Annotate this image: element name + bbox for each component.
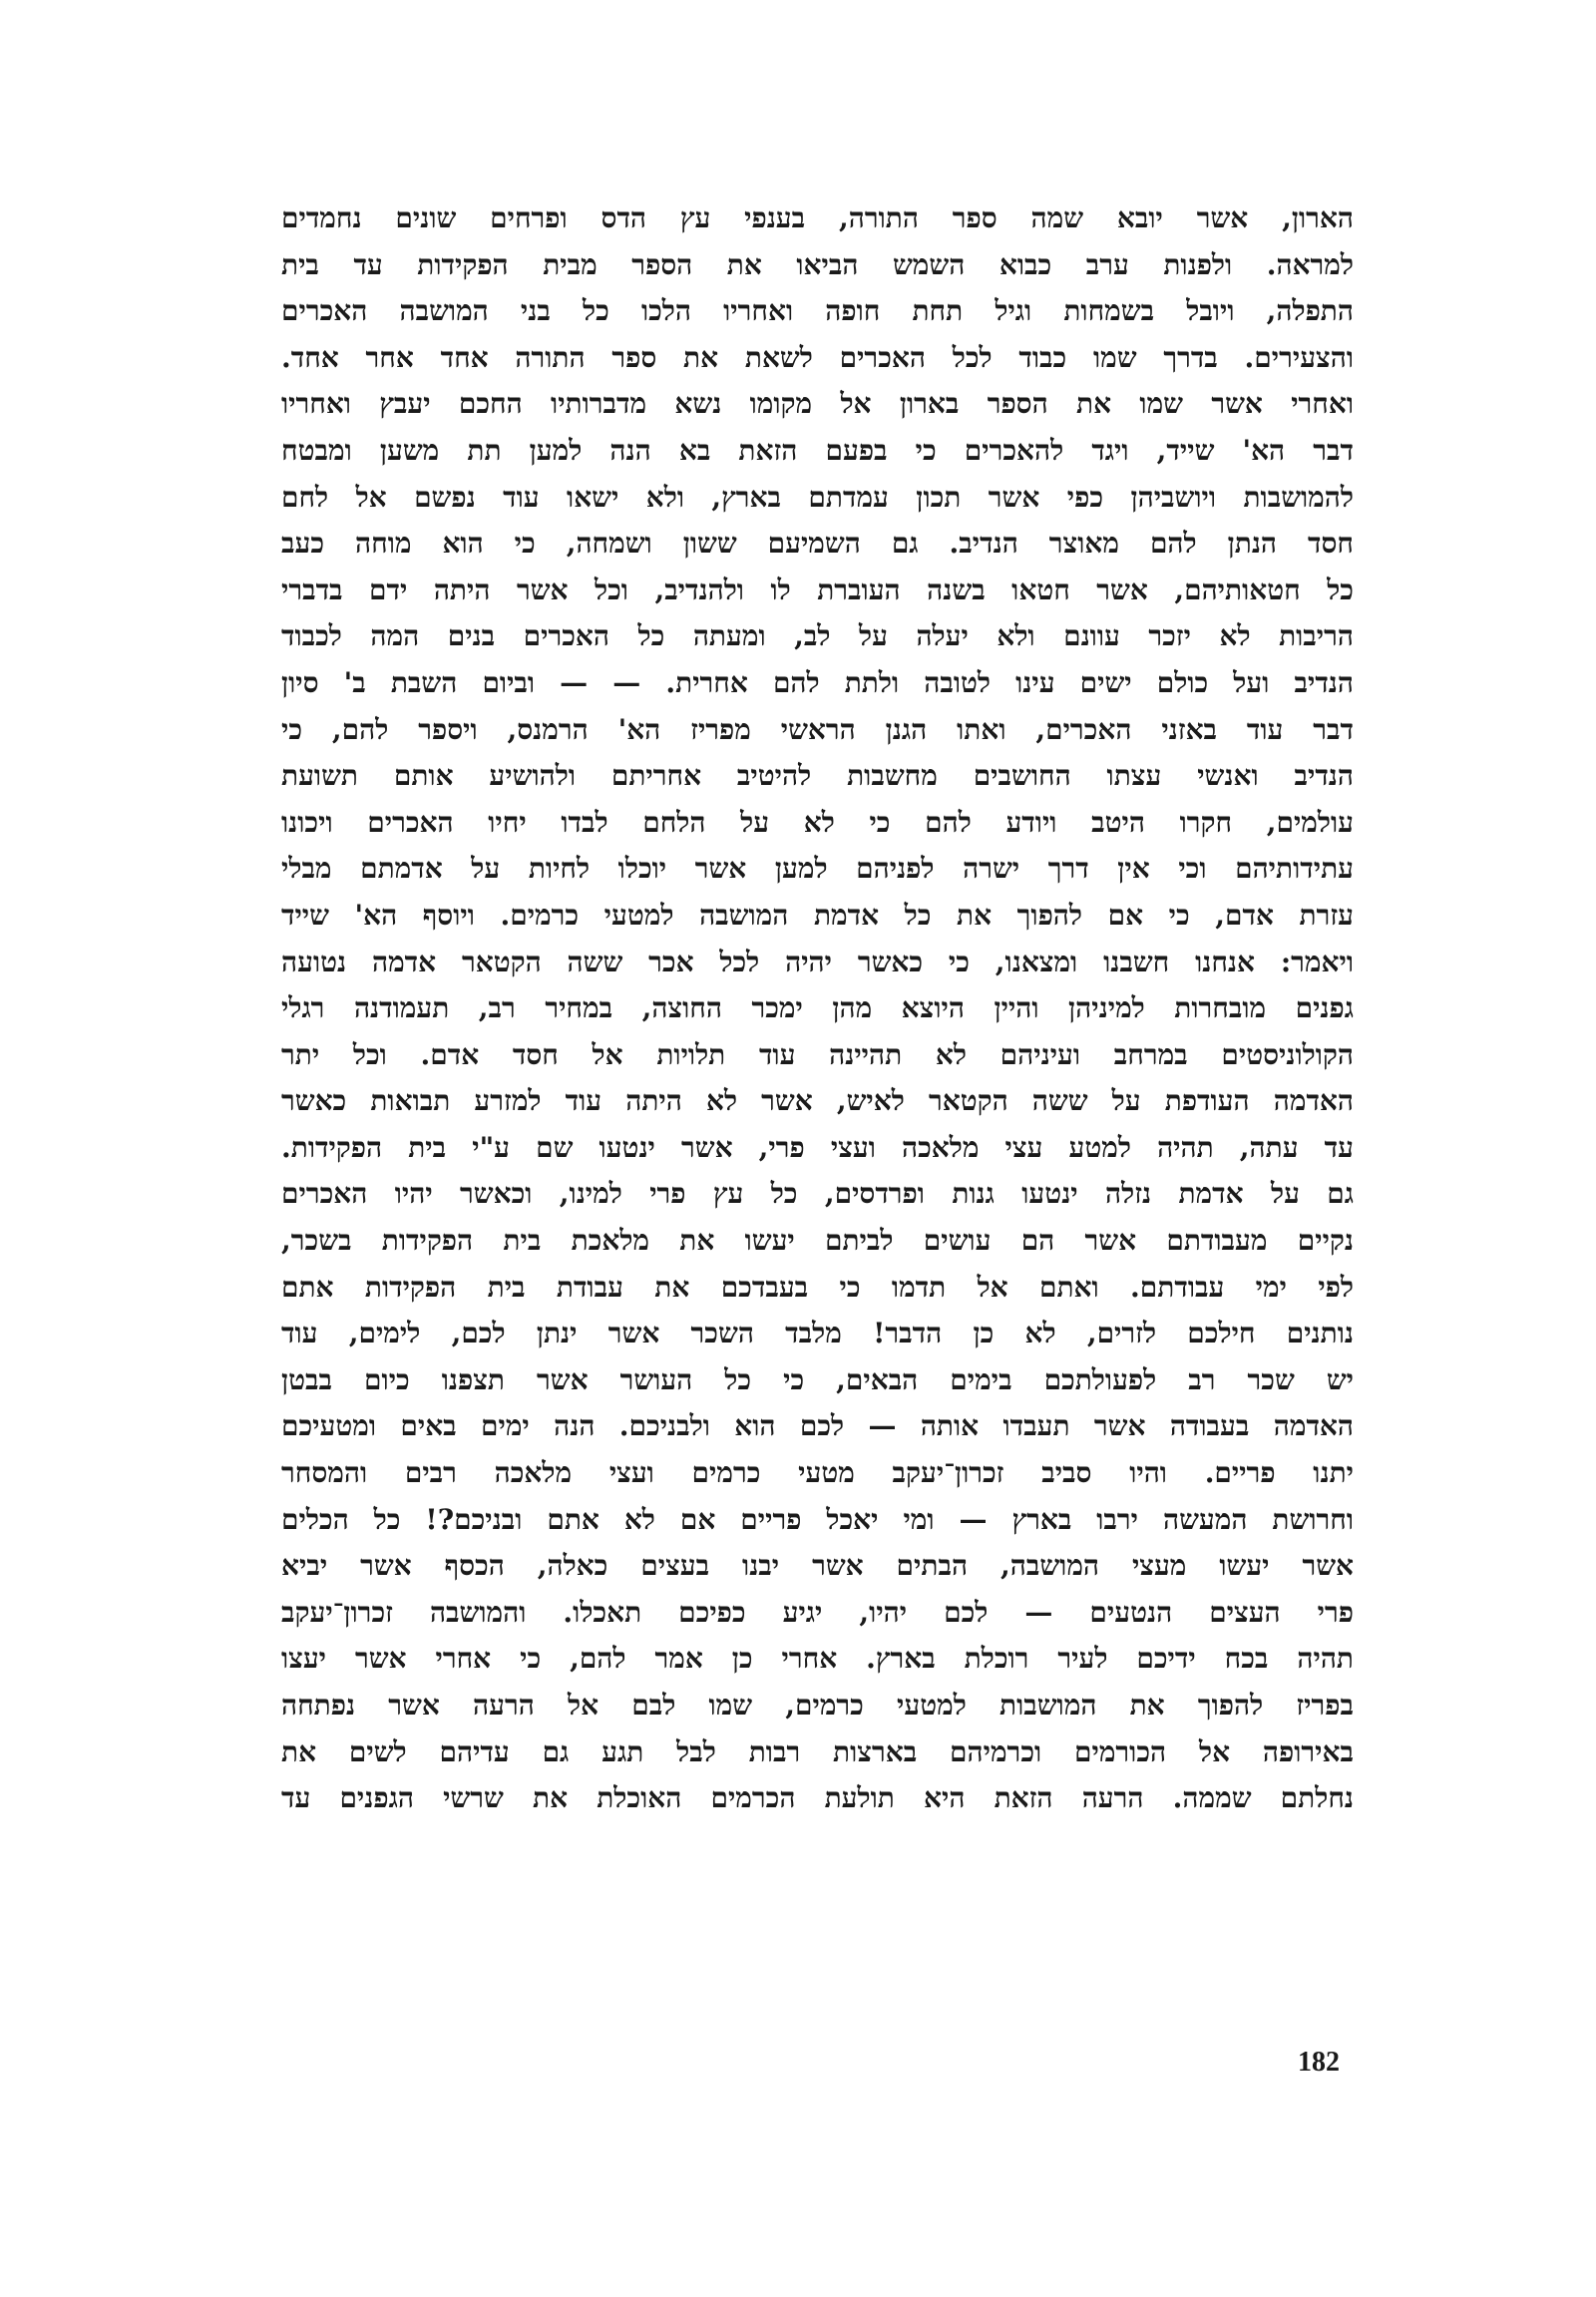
text-line: גפנים מובחרות למיניהן והיין היוצא מהן ימכר החוצה, במחיר רב, תעמודנה רגלי: [281, 991, 1354, 1025]
text-line: דבר עוד באזני האכרים, ואתו הגנן הראשי מפריז הא' הרמנס, ויספר להם, כי: [281, 712, 1354, 746]
text-line: כל חטאותיהם, אשר חטאו בשנה העוברת לו ולהנדיב, וכל אשר היתה ידם בדברי: [281, 573, 1354, 606]
text-line: והצעירים. בדרך שמו כבוד לכל האכרים לשאת את ספר התורה אחד אחר אחד.: [281, 340, 1354, 374]
text-line: פרי העצים הנטעים — לכם יהיו, יגיע כפיכם תאכלו. והמושבה זכרון־יעקב: [281, 1595, 1354, 1629]
body-text: [281, 195, 1354, 1822]
text-line: יתנו פריים. והיו סביב זכרון־יעקב מטעי כרמים ועצי מלאכה רבים והמסחר: [281, 1456, 1354, 1490]
text-line: לפי ימי עבודתם. ואתם אל תדמו כי בעבדכם את עבודת בית הפקידות אתם: [281, 1270, 1354, 1304]
text-line: יש שכר רב לפעולתכם בימים הבאים, כי כל העושר אשר תצפנו כיום בבטן: [281, 1362, 1354, 1396]
text-line: עד עתה, תהיה למטע עצי מלאכה ועצי פרי, אשר ינטעו שם ע"י בית הפקידות.: [281, 1130, 1354, 1164]
text-line: באירופה אל הכורמים וכרמיהם בארצות רבות לבל תגע גם עדיהם לשים את: [281, 1734, 1354, 1768]
text-line: הנדיב ואנשי עצתו החושבים מחשבות להיטיב אחריתם ולהושיע אותם תשועת: [281, 759, 1354, 793]
text-line: נותנים חילכם לזרים, לא כן הדבר! מלבד השכר אשר ינתן לכם, לימים, עוד: [281, 1317, 1354, 1350]
text-line: עולמים, חקרו היטב ויודע להם כי לא על הלחם לבדו יחיו האכרים ויכונו: [281, 805, 1354, 839]
text-line: חסד הנתן להם מאוצר הנדיב. גם השמיעם ששון ושמחה, כי הוא מוחה כעב: [281, 527, 1354, 561]
text-line: גם על אדמת נזלה ינטעו גנות ופרדסים, כל עץ פרי למינו, וכאשר יהיו האכרים: [281, 1177, 1354, 1211]
text-line: אשר יעשו מעצי המושבה, הבתים אשר יבנו בעצים כאלה, הכסף אשר יביא: [281, 1549, 1354, 1583]
text-line: ויאמר: אנחנו חשבנו ומצאנו, כי כאשר יהיה לכל אכר ששה הקטאר אדמה נטועה: [281, 945, 1354, 978]
text-line: הקולוניסטים במרחב ועיניהם לא תהיינה עוד תלויות אל חסד אדם. וכל יתר: [281, 1037, 1354, 1071]
text-line: וחרושת המעשה ירבו בארץ — ומי יאכל פריים אם לא אתם ובניכם?! כל הכלים: [281, 1502, 1354, 1536]
text-line: האדמה בעבודה אשר תעבדו אותה — לכם הוא ולבניכם. הנה ימים באים ומטעיכם: [281, 1409, 1354, 1443]
text-line: להמושבות ויושביהן כפי אשר תכון עמדתם בארץ, ולא ישאו עוד נפשם אל לחם: [281, 480, 1354, 514]
page-number: 182: [1298, 2047, 1340, 2078]
text-line: עזרת אדם, כי אם להפוך את כל אדמת המושבה למטעי כרמים. ויוסף הא' שייד: [281, 898, 1354, 932]
text-line: נחלתם שממה. הרעה הזאת היא תולעת הכרמים האוכלת את שרשי הגפנים עד: [281, 1781, 1354, 1815]
text-line: תהיה בכח ידיכם לעיר רוכלת בארץ. אחרי כן אמר להם, כי אחרי אשר יעצו: [281, 1642, 1354, 1676]
text-line: הנדיב ועל כולם ישים עינו לטובה ולתת להם אחרית. — — וביום השבת ב' סיון: [281, 665, 1354, 699]
text-line: הריבות לא יזכר עוונם ולא יעלה על לב, ומעתה כל האכרים בנים המה לכבוד: [281, 619, 1354, 653]
text-line: נקיים מעבודתם אשר הם עושים לביתם יעשו את מלאכת בית הפקידות בשכר,: [281, 1224, 1354, 1258]
text-line: ואחרי אשר שמו את הספר בארון אל מקומו נשא מדברותיו החכם יעבץ ואחריו: [281, 387, 1354, 421]
text-line: הארון, אשר יובא שמה ספר התורה, בענפי עץ הדס ופרחים שונים נחמדים: [281, 201, 1354, 234]
text-line: בפריז להפוך את המושבות למטעי כרמים, שמו לבם אל הרעה אשר נפתחה: [281, 1689, 1354, 1722]
text-line: האדמה העודפת על ששה הקטאר לאיש, אשר לא היתה עוד למזרע תבואות כאשר: [281, 1084, 1354, 1118]
text-line: למראה. ולפנות ערב כבוא השמש הביאו את הספר מבית הפקידות עד בית: [281, 247, 1354, 281]
text-line: התפלה, ויובל בשמחות וגיל תחת חופה ואחריו הלכו כל בני המושבה האכרים: [281, 294, 1354, 328]
text-line: עתידותיהם וכי אין דרך ישרה לפניהם למען אשר יוכלו לחיות על אדמתם מבלי: [281, 852, 1354, 886]
text-line: דבר הא' שייד, ויגד להאכרים כי בפעם הזאת בא הנה למען תת משען ומבטח: [281, 433, 1354, 467]
